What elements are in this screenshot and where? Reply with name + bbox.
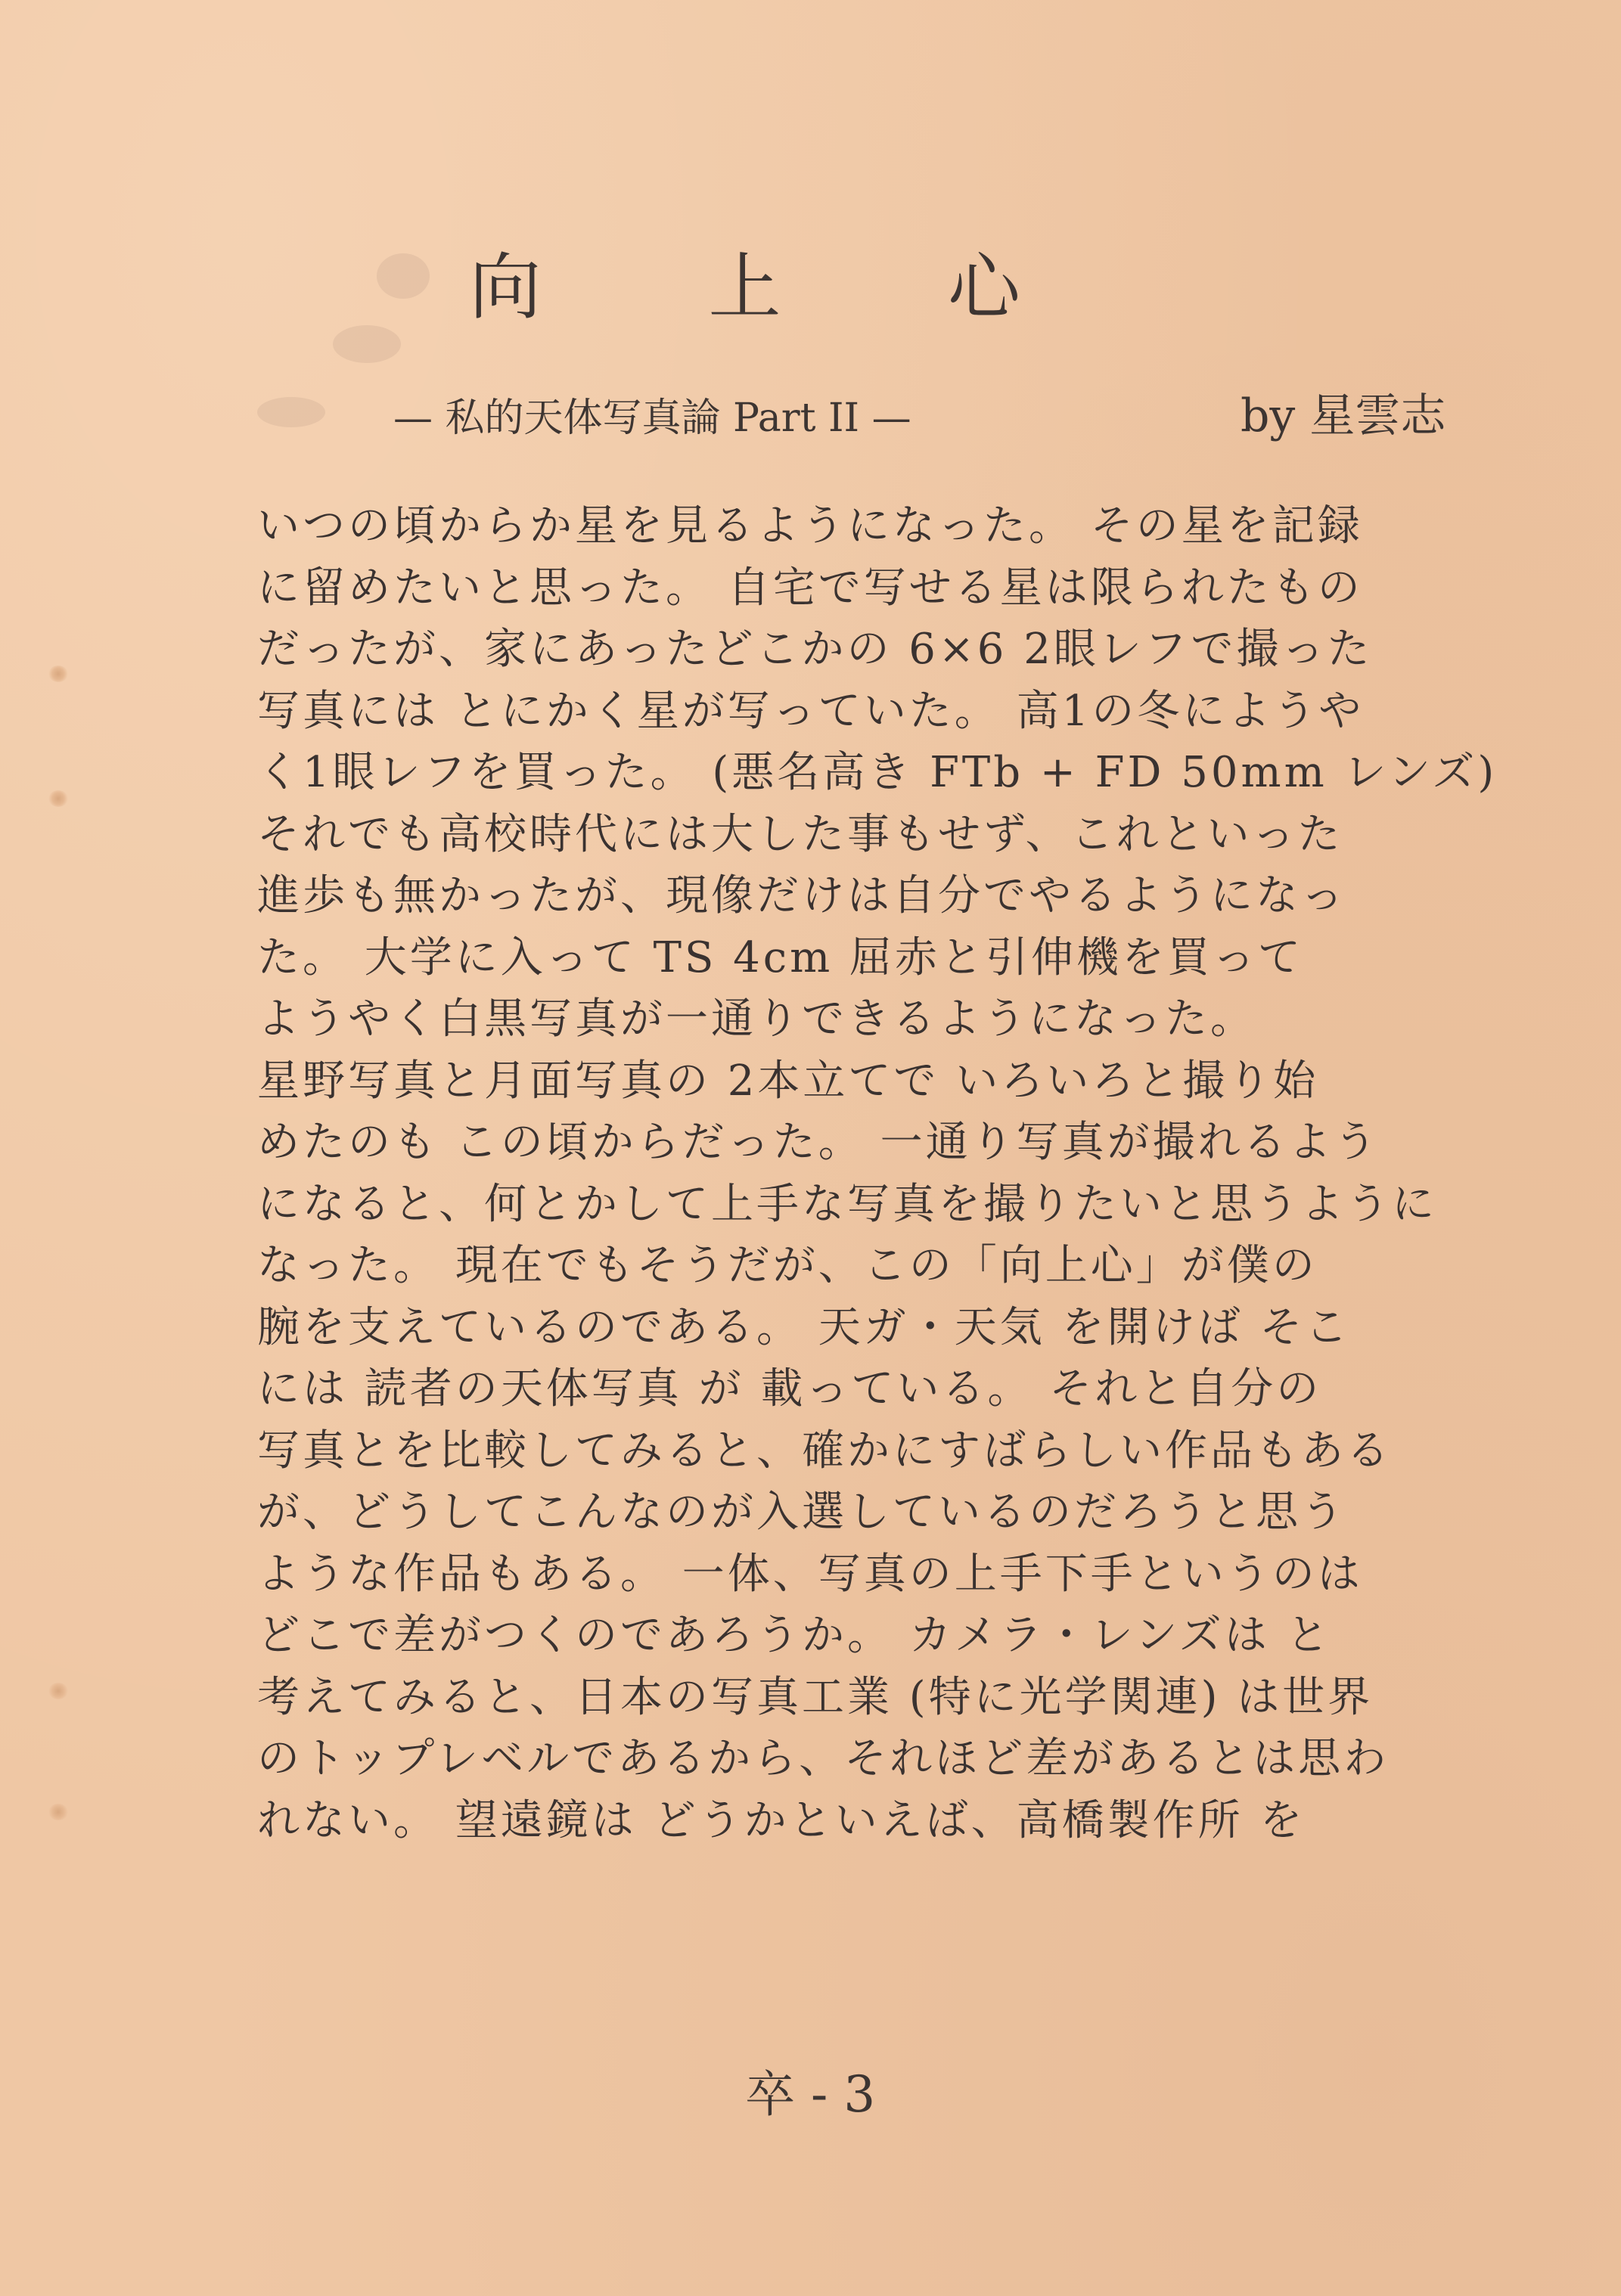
body-line: になると、何とかして上手な写真を撮りたいと思うように xyxy=(257,1179,1437,1229)
body-line: 星野写真と月面写真の 2本立てで いろいろと撮り始 xyxy=(257,1056,1319,1106)
body-line: 写真には とにかく星が写っていた。 高1の冬にようや xyxy=(257,686,1365,736)
body-line: それでも高校時代には大した事もせず、これといった xyxy=(257,809,1343,859)
punch-hole-mark xyxy=(48,790,68,807)
body-line: だったが、家にあったどこかの 6×6 2眼レフで撮った xyxy=(257,625,1373,674)
body-line: どこで差がつくのであろうか。 カメラ・レンズは と xyxy=(257,1611,1332,1660)
body-line: に留めたいと思った。 自宅で写せる星は限られたもの xyxy=(257,563,1363,613)
body-line: ような作品もある。 一体、写真の上手下手というのは xyxy=(257,1549,1363,1599)
body-line: が、どうしてこんなのが入選しているのだろうと思う xyxy=(257,1488,1346,1537)
page-number: 卒 - 3 xyxy=(745,2065,876,2124)
body-line: 考えてみると、日本の写真工業 (特に光学関連) は世界 xyxy=(257,1672,1374,1722)
body-line: めたのも この頃からだった。 一通り写真が撮れるよう xyxy=(257,1118,1380,1167)
body-line: ようやく白黒写真が一通りできるようになった。 xyxy=(257,994,1256,1044)
body-line: く1眼レフを買った。 (悪名高き FTb + FD 50mm レンズ) xyxy=(257,748,1498,797)
body-line: た。 大学に入って TS 4cm 屈赤と引伸機を買って xyxy=(257,932,1304,982)
body-line: なった。 現在でもそうだが、この「向上心」が僕の xyxy=(257,1241,1318,1290)
body-text xyxy=(257,495,1498,1851)
body-line: 腕を支えているのである。 天ガ・天気 を開けば そこ xyxy=(257,1302,1351,1352)
ink-smudge xyxy=(333,325,401,363)
punch-hole-mark xyxy=(48,1683,68,1699)
document-title: 向 上 心 xyxy=(469,245,1093,330)
ink-smudge xyxy=(377,253,430,299)
body-line: いつの頃からか星を見るようになった。 その星を記録 xyxy=(257,501,1363,551)
punch-hole-mark xyxy=(48,1804,68,1820)
body-line: 進歩も無かったが、現像だけは自分でやるようになっ xyxy=(257,871,1346,920)
ink-smudge xyxy=(257,397,325,427)
punch-hole-mark xyxy=(48,666,68,682)
body-line: には 読者の天体写真 が 載っている。 それと自分の xyxy=(257,1364,1322,1413)
body-line: 写真とを比較してみると、確かにすばらしい作品もある xyxy=(257,1426,1392,1475)
body-line: のトップレベルであるから、それほど差があるとは思わ xyxy=(257,1734,1390,1783)
author-byline: by 星雲志 xyxy=(1241,389,1446,442)
body-line: れない。 望遠鏡は どうかといえば、高橋製作所 を xyxy=(257,1795,1306,1845)
document-subtitle: — 私的天体写真論 Part II — xyxy=(393,396,911,441)
